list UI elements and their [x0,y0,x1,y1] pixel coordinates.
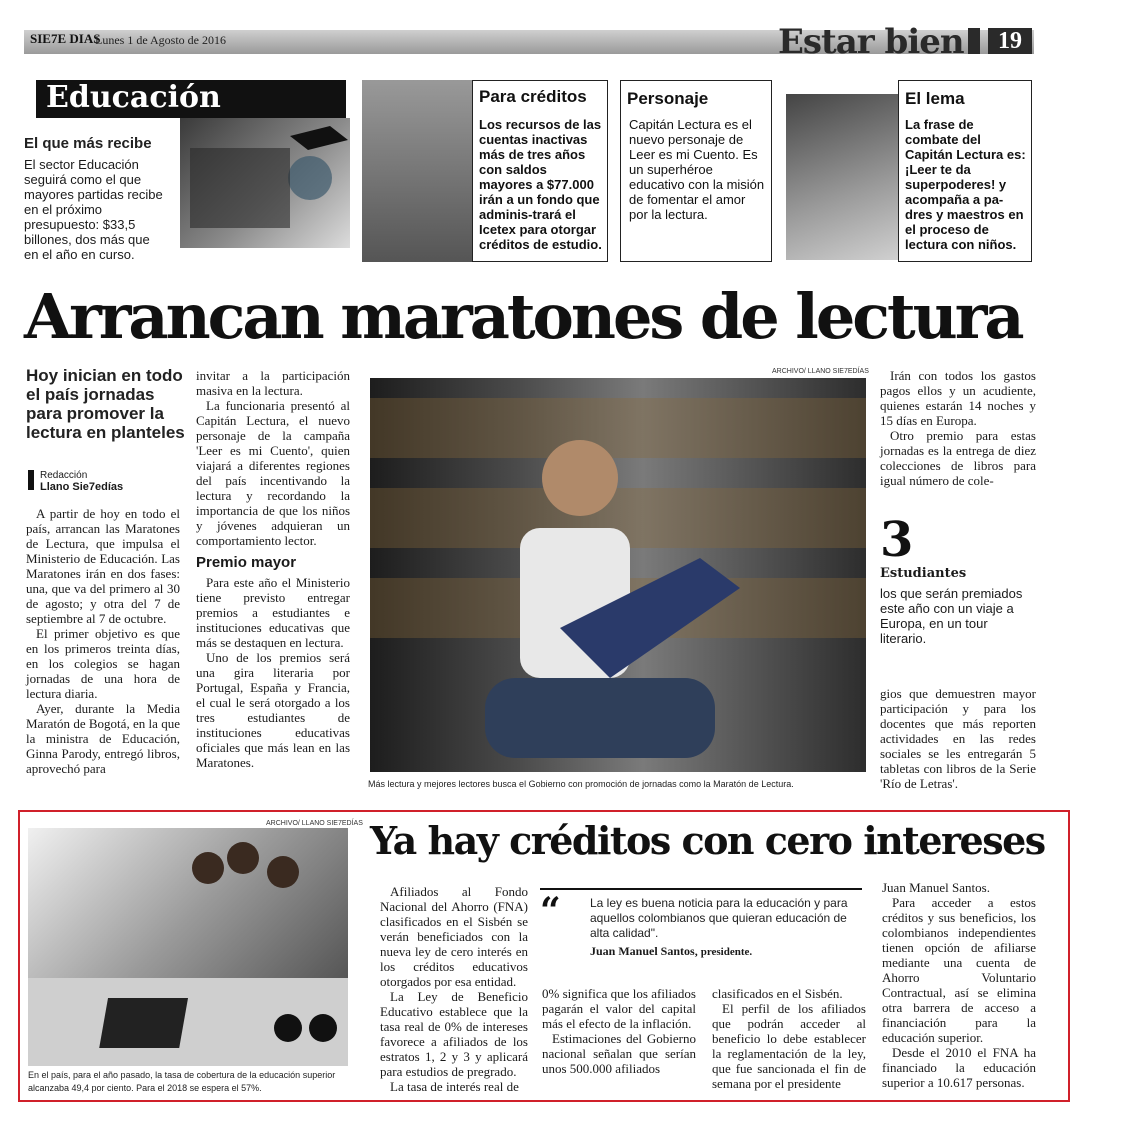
paragraph: gios que demuestren mayor participación y para los docentes que más reporten actividades en las redes sociales se les entregarán 5 tabletas con libros de la Serie 'Río de Letras'. [880,686,1036,791]
paragraph: Afiliados al Fondo Nacional del Ahorro (FNA) clasificados en el Sisbén se verán beneficiados con la nueva ley de cero interés en los créditos educativos otorgados por esa entidad. [380,884,528,989]
paragraph: Ayer, durante la Media Maratón de Bogotá, en la que la ministra de Educación, Ginna Parody, entregó libros, aprovechó para [26,701,180,776]
box-lema-text: La frase de combate del Capitán Lectura es: ¡Leer te da superpoderes! y acompaña a pa-dres y maestros en el proceso de lectura con niños. [905,117,1026,252]
paragraph: Juan Manuel Santos. [882,880,990,895]
pull-quote: La ley es buena noticia para la educación y para aquellos colombianos que quieran educación de alta calidad". [590,896,848,940]
paper-name: SIE7E DIAS [30,31,101,46]
box-lema [898,80,1032,262]
stat-number: 3 [880,512,914,568]
section-divider [968,28,980,54]
paragraph: Para acceder a estos créditos y sus beneficios, los colombianos independientes tienen opción de afiliarse mediante una cuenta de Ahorro Voluntario Contractual, así se elimina otra barrera de acceso a financiación para la educación superior. [882,895,1036,1045]
bookshelf-laptop-image [180,118,350,248]
paragraph: El primer objetivo es que en los primeros treinta días, en los colegios se hagan jornadas de una hora de lectura diaria. [26,626,180,701]
stat-text: los que serán premiados este año con un viaje a Europa, en un tour literario. [880,586,1023,646]
paragraph: Desde el 2010 el FNA ha financiado la educación superior a 10.617 personas. [882,1045,1036,1090]
box-personaje-text: Capitán Lectura es el nuevo personaje de Leer es mi Cuento. Es un superhéroe educativo con la misión de fomentar el amor por la lectura. [629,117,765,222]
paragraph: 0% significa que los afiliados pagarán el valor del capital más el efecto de la inflación. [542,986,696,1031]
quote-rule [540,888,862,890]
byline-name: Llano Sie7edías [40,481,124,493]
student-reading-photo [370,378,866,772]
paragraph: Para este año el Ministerio tiene previsto entregar premios a estudiantes e instituciones educativas que más se destaquen en lectura. [196,575,350,650]
educacion-subtitle: El que más recibe [24,135,152,152]
main-column-2 [196,368,350,770]
second-column-3 [712,986,866,1091]
paragraph: A partir de hoy en todo el país, arrancan las Maratones de Lectura, que impulsa el Ministerio de Educación. Las Maratones irán en dos fases: una, que va del primero al 30 de agosto; y otra del 7 de septiembre al 7 de octubre. [26,506,180,626]
main-photo-caption: Más lectura y mejores lectores busca el Gobierno con promoción de jornadas como la Maratón de Lectura. [368,779,794,789]
byline-role: Redacción [40,470,88,481]
paragraph: La funcionaria presentó al Capitán Lectura, el nuevo personaje de la campaña 'Leer es mi Cuento', quien viajará a diferentes regiones del país incentivando la lectura y recordando la importancia de que los niños y jóvenes adquieran un comportamiento lector. [196,398,350,548]
box-personaje [620,80,772,262]
paragraph: clasificados en el Sisbén. [712,986,843,1001]
issue-date: Lunes 1 de Agosto de 2016 [95,33,226,47]
second-column-1 [380,884,528,1094]
box-creditos [472,80,608,262]
byline-marker [28,470,34,490]
paragraph: invitar a la participación masiva en la lectura. [196,368,350,398]
educacion-banner-label: Educación [46,80,221,115]
paragraph: Irán con todos los gastos pagos ellos y un acudiente, quienes estarán 14 noches y 15 días en Europa. [880,368,1036,428]
second-column-4 [882,880,1036,1090]
box-creditos-text: Los recursos de las cuentas inactivas más de tres años con saldos mayores a $77.000 irán a un fondo que adminis-trará el Icetex para otorgar créditos de estudio. [479,117,602,252]
paragraph: La Ley de Beneficio Educativo establece que la tasa real de 0% de intereses favorece a afiliados de los estratos 1, 2 y 3 y aplicará para estudios de pregrado. [380,989,528,1079]
box-personaje-title: Personaje [627,89,709,108]
section-title: Estar bien [778,22,964,62]
children-reading-image [786,94,898,260]
second-headline: Ya hay créditos con cero intereses [370,818,1045,863]
subhead-premio: Premio mayor [196,554,297,571]
woman-office-image [362,80,472,262]
students-robotics-photo [28,828,348,1066]
paragraph: La tasa de interés real de [390,1079,519,1094]
paragraph: Otro premio para estas jornadas es la entrega de diez colecciones de libros para igual número de cole- [880,428,1036,488]
main-deck: Hoy inician en todo el país jornadas para promover la lectura en planteles [26,366,185,442]
quote-author-name: Juan Manuel Santos, [590,944,698,958]
photo-credit: ARCHIVO/ LLANO SIE7EDÍAS [772,368,869,375]
quote-mark-icon: “ [540,890,561,932]
main-column-4-top [880,368,1036,488]
quote-author [590,944,752,959]
box-lema-title: El lema [905,89,965,108]
graduation-cap-icon [180,118,350,248]
photo-credit-2: ARCHIVO/ LLANO SIE7EDÍAS [266,820,363,827]
stat-label: Estudiantes [880,566,967,581]
photo-caption-2: En el país, para el año pasado, la tasa de cobertura de la educación superior alcanzaba 49,4 por ciento. Para el 2018 se espera el 57%. [28,1070,336,1093]
main-column-4-bottom [880,686,1036,791]
main-headline: Arrancan maratones de lectura [24,280,1022,353]
main-column-1 [26,506,180,776]
box-creditos-title: Para créditos [479,87,587,106]
second-column-2 [542,986,696,1076]
quote-author-role: presidente. [700,946,753,958]
paragraph: El perfil de los afiliados que podrán acceder al beneficio lo debe establecer la reglamentación de la ley, que fue sancionada el fin de semana por el presidente [712,1001,866,1091]
students-laptop-icon [28,828,348,1066]
educacion-banner [36,80,346,118]
reading-figure-icon [370,378,866,772]
educacion-text: El sector Educación seguirá como el que mayores partidas recibe en el próximo presupuesto: $33,5 billones, dos más que en el año en curso. [24,157,163,262]
page-number: 19 [988,28,1032,54]
paragraph: Estimaciones del Gobierno nacional señalan que serían unos 500.000 afiliados [542,1031,696,1076]
paragraph: Uno de los premios será una gira literaria por Portugal, España y Francia, el cual le será otorgado a los tres estudiantes de instituciones educativas oficiales que más lean en las Maratones. [196,650,350,770]
